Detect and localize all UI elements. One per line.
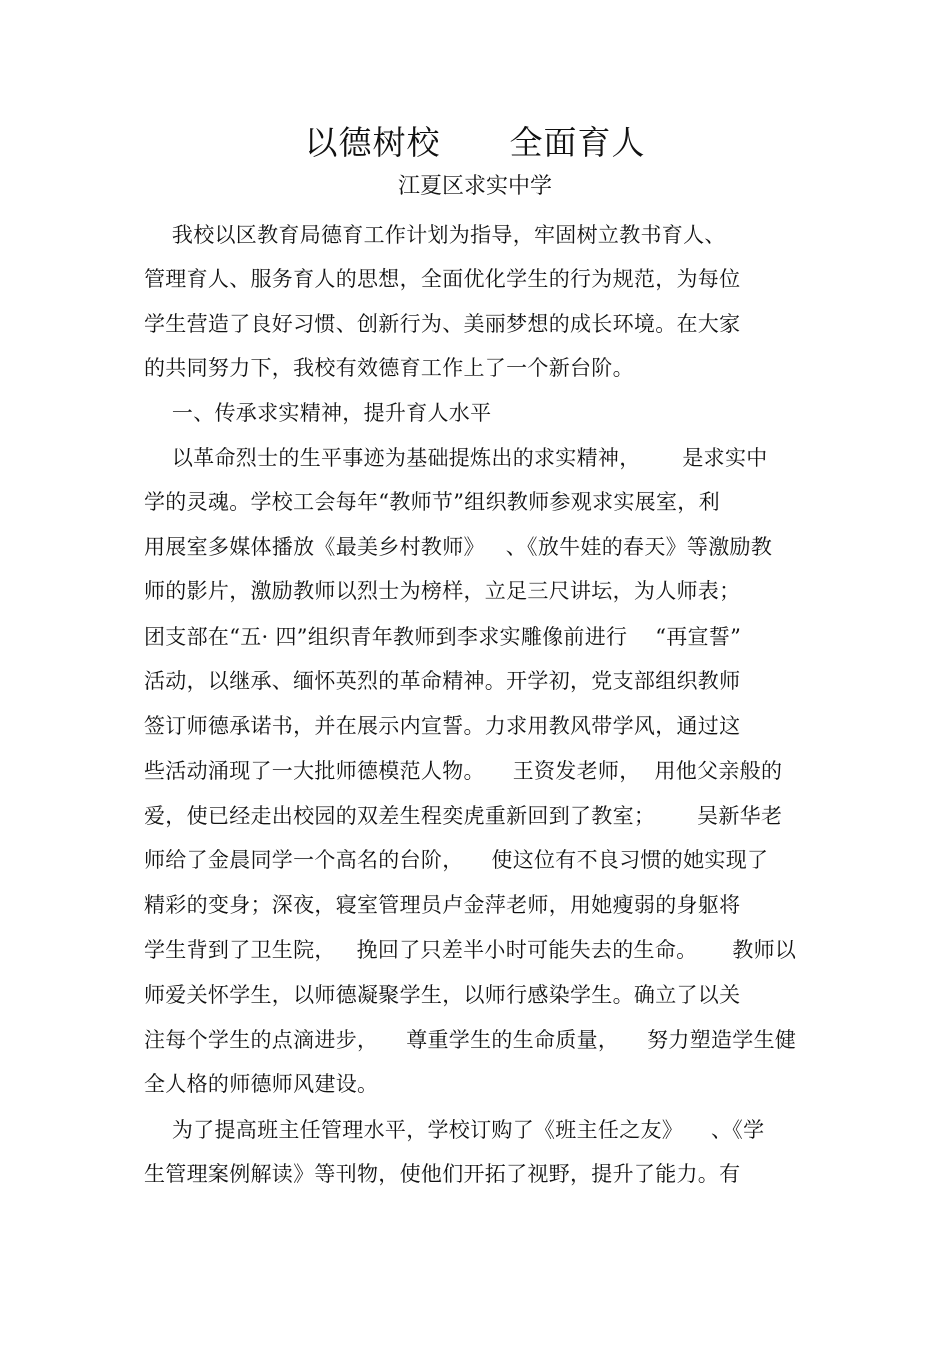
body-line: 生管理案例解读》等刊物，使他们开拓了视野，提升了能力。有 [144,1162,741,1186]
body-line: 师的影片，激励教师以烈士为榜样，立足三尺讲坛，为人师表； [144,579,741,603]
body-line: 爱，使已经走出校园的双差生程奕虎重新回到了教室； 吴新华老 [144,804,783,828]
body-line: 管理育人、服务育人的思想，全面优化学生的行为规范，为每位 [144,267,741,291]
body-line: 为了提高班主任管理水平，学校订购了《班主任之友》 、《学 [144,1118,765,1142]
document-subtitle: 江夏区求实中学 [397,174,552,199]
body-line: 学生背到了卫生院， 挽回了只差半小时可能失去的生命。 教师以 [144,938,797,962]
body-line: 全人格的师德师风建设。 [144,1072,379,1096]
body-line: 些活动涌现了一大批师德模范人物。 王资发老师， 用他父亲般的 [144,759,783,783]
body-line: 注每个学生的点滴进步， 尊重学生的生命质量， 努力塑造学生健 [144,1028,797,1052]
body-line: 用展室多媒体播放《最美乡村教师》 、《放牛娃的春天》等激励教 [144,535,773,559]
body-line: 师爱关怀学生，以师德凝聚学生，以师行感染学生。确立了以关 [144,983,741,1007]
body-line: 学生营造了良好习惯、创新行为、美丽梦想的成长环境。在大家 [144,312,741,336]
body-line: 签订师德承诺书，并在展示内宣誓。力求用教风带学风，通过这 [144,714,741,738]
body-line: 精彩的变身；深夜，寝室管理员卢金萍老师，用她瘦弱的身躯将 [144,893,741,917]
body-line: 团支部在“五· 四”组织青年教师到李求实雕像前进行 “再宣誓” [144,625,742,649]
body-line: 的共同努力下，我校有效德育工作上了一个新台阶。 [144,356,634,380]
body-line: 学的灵魂。学校工会每年“教师节”组织教师参观求实展室，利 [144,490,720,514]
section-heading: 一、传承求实精神，提升育人水平 [144,401,492,425]
document-title: 以德树校 全面育人 [304,123,646,162]
body-line: 师给了金晨同学一个高名的台阶， 使这位有不良习惯的她实现了 [144,848,769,872]
body-line: 以革命烈士的生平事迹为基础提炼出的求实精神， 是求实中 [144,446,768,470]
body-line: 活动，以继承、缅怀英烈的革命精神。开学初，党支部组织教师 [144,669,741,693]
body-line: 我校以区教育局德育工作计划为指导，牢固树立教书育人、 [144,223,726,247]
